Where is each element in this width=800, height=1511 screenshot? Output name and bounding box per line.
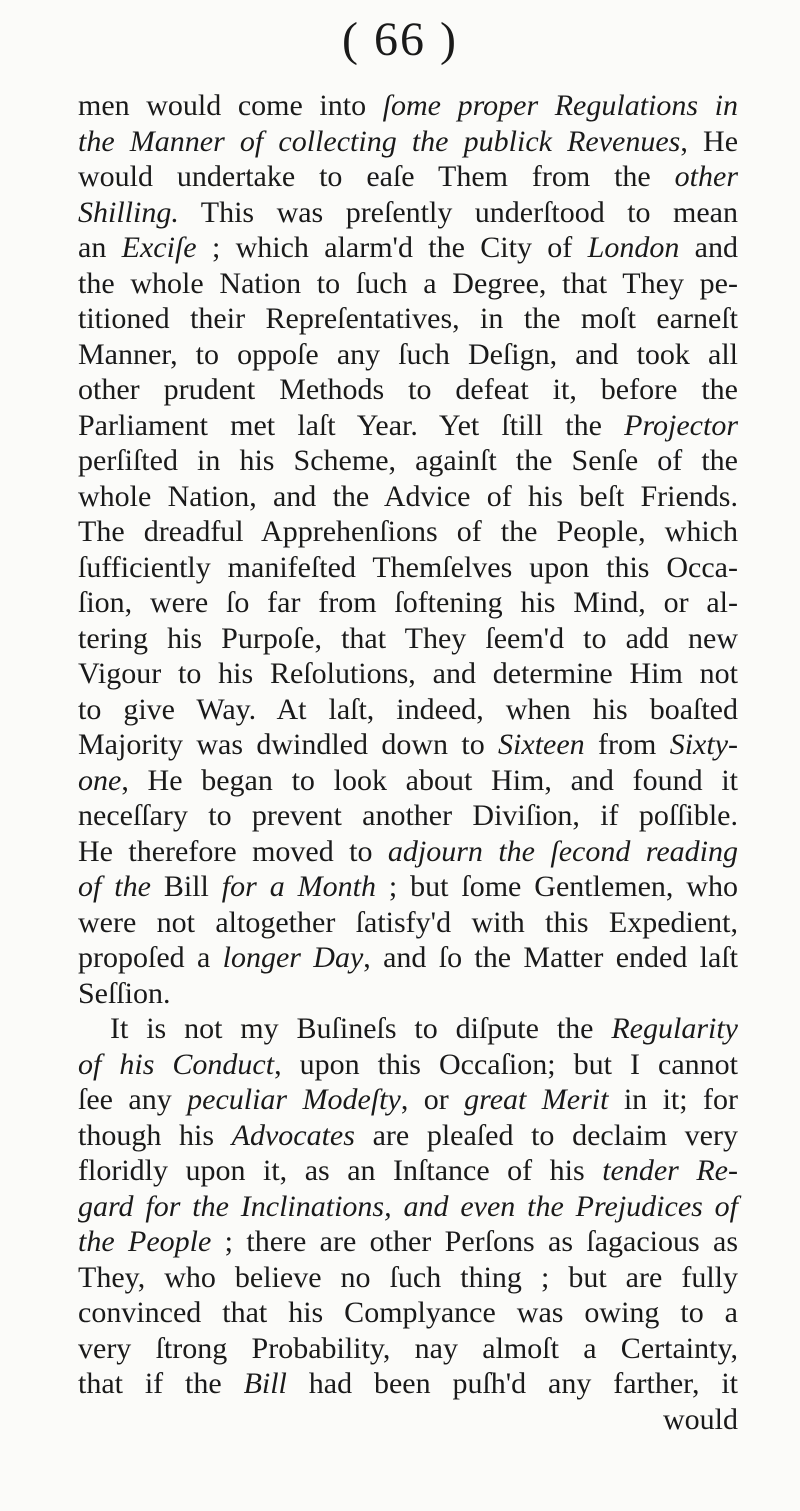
text-line: of the Bill for a Month ; but ſome Gentlemen, who — [78, 870, 738, 903]
text-line: floridly upon it, as an Inſtance of his tender Re- — [78, 1154, 738, 1187]
text-line: ſee any peculiar Modeſty, or great Merit in it; for — [78, 1083, 738, 1116]
text-line: Manner, to oppoſe any ſuch Deſign, and took all — [78, 337, 738, 371]
text-line: the Manner of collecting the publick Revenues, He — [78, 124, 739, 158]
text-line: an Exciſe ; which alarm'd the City of London and — [78, 231, 738, 264]
text-line: convinced that his Complyance was owing to a — [78, 1296, 738, 1329]
text-line: would undertake to eaſe Them from the other — [78, 160, 738, 193]
text-line: the People ; there are other Perſons as ſagacious as — [78, 1225, 738, 1258]
text-line: the whole Nation to ſuch a Degree, that They pe- — [78, 266, 738, 300]
text-line: gard for the Inclinations, and even the Prejudices of — [78, 1189, 738, 1223]
text-line: Parliament met laſt Year. Yet ſtill the Projector — [78, 408, 738, 442]
catchword: would — [663, 1402, 738, 1436]
text-line: other prudent Methods to defeat it, before the — [78, 373, 738, 406]
text-line: propoſed a longer Day, and ſo the Matter ended laſt — [78, 941, 738, 974]
text-line: He therefore moved to adjourn the ſecond reading — [78, 834, 739, 868]
text-line: They, who believe no ſuch thing ; but are fully — [78, 1260, 738, 1294]
text-line: were not altogether ſatisfy'd with this Expedient, — [78, 905, 738, 939]
text-line: neceſſary to prevent another Diviſion, if poſſible. — [78, 799, 738, 832]
text-line: Seſſion. — [78, 976, 171, 1010]
text-line: though his Advocates are pleaſed to declaim very — [78, 1118, 738, 1152]
text-line: ſufficiently manifeſted Themſelves upon this Occa- — [78, 550, 738, 584]
text-line: of his Conduct, upon this Occaſion; but I cannot — [78, 1047, 738, 1081]
body-text — [78, 88, 738, 1437]
text-line: whole Nation, and the Advice of his beſt Friends. — [78, 479, 738, 513]
text-line: ſion, were ſo far from ſoftening his Mind, or al- — [78, 586, 738, 619]
text-line: men would come into ſome proper Regulations in — [78, 89, 738, 122]
text-line: Vigour to his Reſolutions, and determine Him not — [78, 657, 738, 690]
text-line: titioned their Repreſentatives, in the moſt earneſt — [78, 302, 738, 335]
text-line: Shilling. This was preſently underſtood to mean — [78, 195, 738, 229]
text-line: that if the Bill had been puſh'd any farther, it — [78, 1367, 738, 1400]
text-line: Majority was dwindled down to Sixteen from Sixty- — [78, 728, 738, 761]
text-line: perſiſted in his Scheme, againſt the Senſe of the — [78, 444, 738, 477]
text-line: one, He began to look about Him, and found it — [78, 763, 738, 797]
text-line: very ſtrong Probability, nay almoſt a Certainty, — [78, 1331, 738, 1365]
text-line: It is not my Buſineſs to diſpute the Regularity — [110, 1012, 738, 1045]
text-line: The dreadful Apprehenſions of the People, which — [78, 515, 738, 548]
text-line: tering his Purpoſe, that They ſeem'd to add new — [78, 621, 738, 655]
page-number: ( 66 ) — [342, 13, 458, 66]
text-line: to give Way. At laſt, indeed, when his boaſted — [78, 692, 738, 726]
